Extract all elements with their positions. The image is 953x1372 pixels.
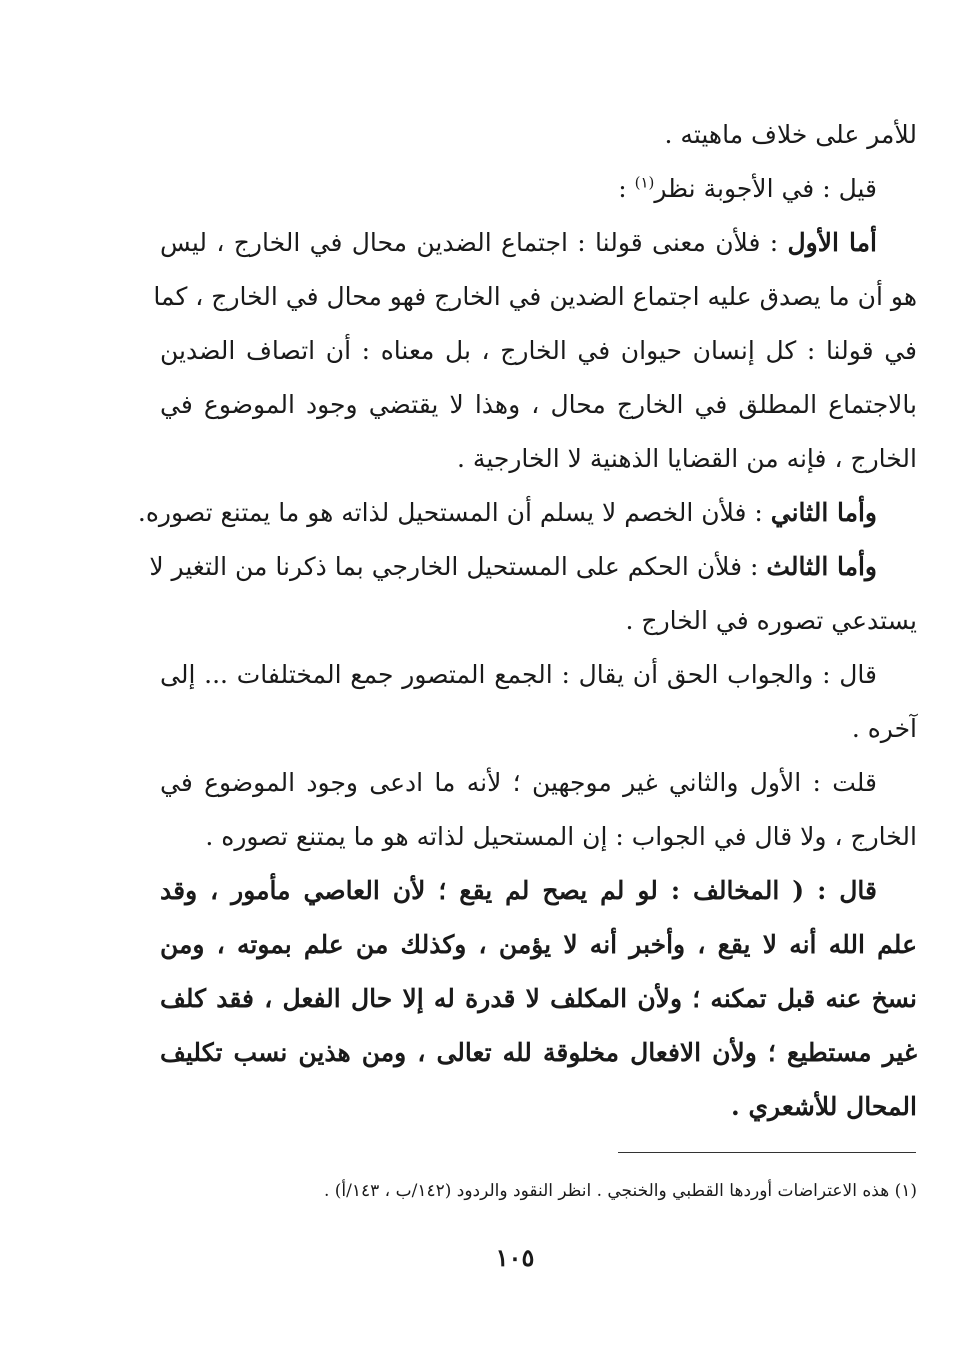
- text-line-9-body: : فلأن الحكم على المستحيل الخارجي بما ذكرنا من التغير لا: [149, 552, 767, 581]
- text-line-4: هو أن ما يصدق عليه اجتماع الضدين في الخارج فهو محال في الخارج ، كما: [153, 282, 917, 311]
- text-line-2-main: قيل : في الأجوبة نظر: [654, 174, 877, 203]
- quote-line-5: المحال للأشعري .: [731, 1092, 917, 1121]
- text-line-8-body: : فلأن الخصم لا يسلم أن المستحيل لذاته هو ما يمتنع تصوره.: [137, 498, 771, 527]
- page-number: ١٠٥: [495, 1243, 535, 1272]
- text-line-11: قال : والجواب الحق أن يقال : الجمع المتصور جمع المختلفات ... إلى: [160, 660, 877, 689]
- text-line-5: في قولنا : كل إنسان حيوان في الخارج ، بل معناه : أن اتصاف الضدين: [160, 336, 917, 365]
- text-line-7: الخارج ، فإنه من القضايا الذهنية لا الخارجية .: [457, 444, 917, 473]
- text-line-3: [160, 216, 917, 270]
- footnote-marker: (١): [634, 173, 655, 192]
- text-line-8: [137, 486, 917, 540]
- quote-line-3: نسخ عنه قبل تمكنه ؛ ولأن المكلف لا قدرة له إلا حال الفعل ، فقد كلف: [160, 984, 917, 1013]
- text-line-10: يستدعي تصوره في الخارج .: [625, 606, 917, 635]
- main-text: [137, 108, 917, 1134]
- text-line-13: قلت : الأول والثاني غير موجهين ؛ لأنه ما ادعى وجود الموضوع في: [160, 768, 877, 797]
- text-line-6: بالاجتماع المطلق في الخارج محال ، وهذا لا يقتضي وجود الموضوع في: [160, 390, 917, 419]
- quote-line-4: غير مستطيع ؛ ولأن الافعال مخلوقة لله تعالى ، ومن هذين نسب تكليف: [160, 1038, 917, 1067]
- section-lead-second: وأما الثاني: [770, 498, 877, 527]
- quote-line-1: قال : ( المخالف : لو لم يصح لم يقع ؛ لأن العاصي مأمور ، وقد: [160, 876, 877, 905]
- text-line-2: [160, 162, 917, 216]
- section-lead-first: أما الأول: [787, 228, 877, 257]
- text-line-1: للأمر على خلاف ماهيته .: [664, 120, 917, 149]
- footnote-divider: [618, 1152, 916, 1153]
- section-lead-third: وأما الثالث: [766, 552, 877, 581]
- text-line-9: [149, 540, 917, 594]
- text-line-14: الخارج ، ولا قال في الجواب : إن المستحيل لذاته هو ما يمتنع تصوره .: [205, 822, 917, 851]
- quote-line-2: علم الله أنه لا يقع ، وأخبر أنه لا يؤمن ، وكذلك من علم بموته ، ومن: [160, 930, 917, 959]
- text-line-12: آخره .: [851, 714, 917, 743]
- footnote: (١) هذه الاعتراضات أوردها القطبي والخنجي . انظر النقود والردود (١٤٢/ب ، ١٤٣/أ) .: [323, 1181, 917, 1201]
- text-line-2-tail: :: [618, 174, 635, 203]
- text-line-3-body: : فلأن معنى قولنا : اجتماع الضدين محال في الخارج ، ليس: [160, 228, 788, 257]
